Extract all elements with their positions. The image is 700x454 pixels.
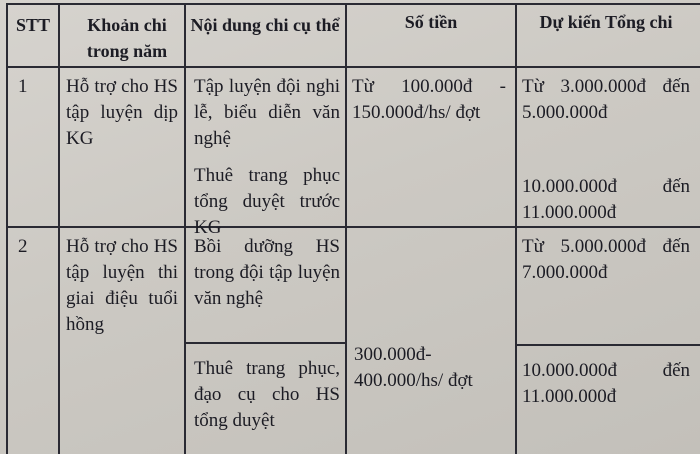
row2-noi-dung-2: Thuê trang phục, đạo cụ cho HS tổng duyệt bbox=[194, 358, 340, 431]
header-row-divider bbox=[6, 66, 700, 68]
col-divider-2 bbox=[184, 3, 186, 454]
row2-so-tien: 300.000đ- 400.000/hs/ đợt bbox=[354, 344, 473, 391]
row2-khoan-chi: Hỗ trợ cho HS tập luyện thi giai điệu tuổi hồng bbox=[66, 236, 178, 335]
row1-du-kien-2: 10.000.000đ đến 11.000.000đ bbox=[522, 176, 690, 223]
row1-noi-dung-2: Thuê trang phục tổng duyệt trước KG bbox=[194, 165, 340, 238]
row1-khoan-chi: Hỗ trợ cho HS tập luyện dịp KG bbox=[66, 76, 178, 149]
header-so-tien: Số tiền bbox=[404, 12, 458, 32]
row2-total-divider bbox=[516, 344, 700, 346]
row2-content-divider bbox=[185, 342, 346, 344]
header-khoan-chi: Khoản chi trong năm bbox=[86, 15, 168, 61]
header-noi-dung: Nội dung chi cụ thể bbox=[190, 15, 340, 35]
row2-stt: 2 bbox=[18, 236, 28, 257]
col-divider-1 bbox=[58, 3, 60, 454]
row2-noi-dung-1: Bồi dưỡng HS trong đội tập luyện văn nghệ bbox=[194, 236, 340, 309]
header-stt: STT bbox=[15, 15, 51, 35]
row2-du-kien-1: Từ 5.000.000đ đến 7.000.000đ bbox=[522, 236, 690, 283]
col-divider-4 bbox=[515, 3, 517, 454]
col-divider-3 bbox=[345, 3, 347, 454]
row1-noi-dung-1: Tập luyện đội nghi lễ, biểu diễn văn nghệ bbox=[194, 76, 340, 149]
row-divider bbox=[6, 226, 700, 228]
row2-du-kien-2: 10.000.000đ đến 11.000.000đ bbox=[522, 360, 690, 407]
row1-stt: 1 bbox=[18, 76, 28, 97]
row1-du-kien-1: Từ 3.000.000đ đến 5.000.000đ bbox=[522, 76, 690, 123]
header-du-kien: Dự kiến Tổng chi bbox=[539, 12, 673, 32]
table-border-left bbox=[6, 3, 8, 454]
row1-so-tien: Từ 100.000đ - 150.000đ/hs/ đợt bbox=[352, 76, 506, 123]
table-border-top bbox=[6, 3, 700, 5]
